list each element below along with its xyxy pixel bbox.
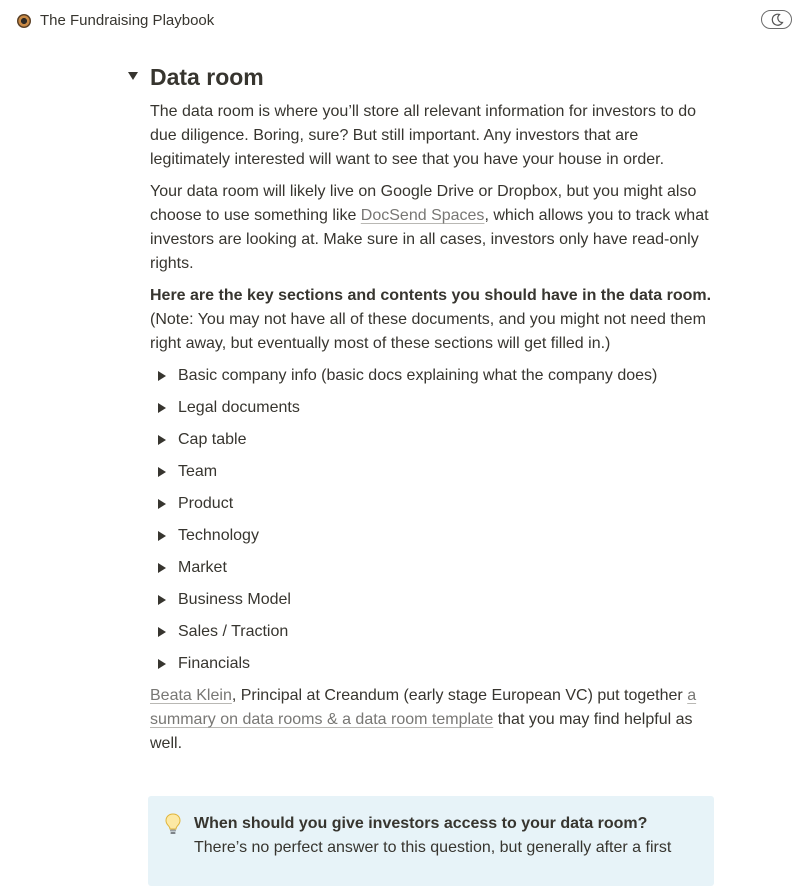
toggle-label: Team xyxy=(178,463,218,480)
section-collapse-arrow-icon[interactable] xyxy=(128,72,138,80)
toggle-label: Business Model xyxy=(178,591,291,608)
toggle-label: Cap table xyxy=(178,431,247,448)
key-sections-paragraph xyxy=(150,284,716,356)
expand-arrow-icon[interactable] xyxy=(158,499,166,509)
expand-arrow-icon[interactable] xyxy=(158,563,166,573)
data-room-template-link[interactable]: a summary on data rooms & a data room template xyxy=(150,687,697,728)
toggle-business-model[interactable] xyxy=(150,588,710,612)
callout-title: When should you give investors access to your data room? xyxy=(194,815,648,832)
toggle-technology[interactable] xyxy=(150,524,710,548)
intro-paragraph: The data room is where you’ll store all relevant information for investors to do due diligence. Boring, sure? But still important. Any investors that are legitimately interested will want to see that you have your house in order. xyxy=(150,103,697,168)
expand-arrow-icon[interactable] xyxy=(158,467,166,477)
expand-arrow-icon[interactable] xyxy=(158,659,166,669)
template-text-mid: , Principal at Creandum (early stage European VC) put together xyxy=(231,687,688,704)
storage-paragraph xyxy=(150,180,716,276)
toggle-product[interactable] xyxy=(150,492,710,516)
expand-arrow-icon[interactable] xyxy=(158,627,166,637)
template-paragraph xyxy=(150,684,716,756)
toggle-label: Technology xyxy=(178,527,259,544)
toggle-label: Basic company info (basic docs explaining what the company does) xyxy=(178,367,658,384)
lightbulb-icon xyxy=(162,812,184,836)
toggle-legal-documents[interactable] xyxy=(150,396,710,420)
toggle-label: Product xyxy=(178,495,234,512)
storage-text-after: , which allows you to track what investors are looking at. Make sure in all cases, investors only have read-only rights. xyxy=(150,207,709,272)
toggle-sales-traction[interactable] xyxy=(150,620,710,644)
toggle-team[interactable] xyxy=(150,460,710,484)
template-text-after: that you may find helpful as well. xyxy=(150,711,693,752)
key-sections-bold: Here are the key sections and contents you should have in the data room. xyxy=(150,287,712,304)
toggle-basic-company-info[interactable] xyxy=(150,364,710,388)
toggle-market[interactable] xyxy=(150,556,710,580)
toggle-cap-table[interactable] xyxy=(150,428,710,452)
section-heading: Data room xyxy=(150,64,264,90)
toggle-financials[interactable] xyxy=(150,652,710,676)
theme-toggle-button[interactable] xyxy=(761,10,792,29)
storage-text-before: Your data room will likely live on Google Drive or Dropbox, but you might also choose to use something like xyxy=(150,183,697,224)
docsend-spaces-link[interactable]: DocSend Spaces xyxy=(360,207,485,224)
site-title[interactable]: The Fundraising Playbook xyxy=(40,12,215,29)
toggle-label: Market xyxy=(178,559,227,576)
expand-arrow-icon[interactable] xyxy=(158,531,166,541)
moon-icon xyxy=(770,13,784,27)
site-logo-icon[interactable] xyxy=(17,14,31,28)
callout-box xyxy=(148,796,714,886)
toggle-label: Sales / Traction xyxy=(178,623,289,640)
key-sections-note: (Note: You may not have all of these documents, and you might not need them right away, but eventually most of these sections will get filled in.) xyxy=(150,311,706,352)
toggle-label: Financials xyxy=(178,655,251,672)
toggle-label: Legal documents xyxy=(178,399,300,416)
expand-arrow-icon[interactable] xyxy=(158,371,166,381)
expand-arrow-icon[interactable] xyxy=(158,435,166,445)
expand-arrow-icon[interactable] xyxy=(158,595,166,605)
callout-body: There’s no perfect answer to this question, but generally after a first xyxy=(194,839,672,856)
top-bar xyxy=(0,0,808,42)
beata-klein-link[interactable]: Beata Klein xyxy=(150,687,232,704)
expand-arrow-icon[interactable] xyxy=(158,403,166,413)
